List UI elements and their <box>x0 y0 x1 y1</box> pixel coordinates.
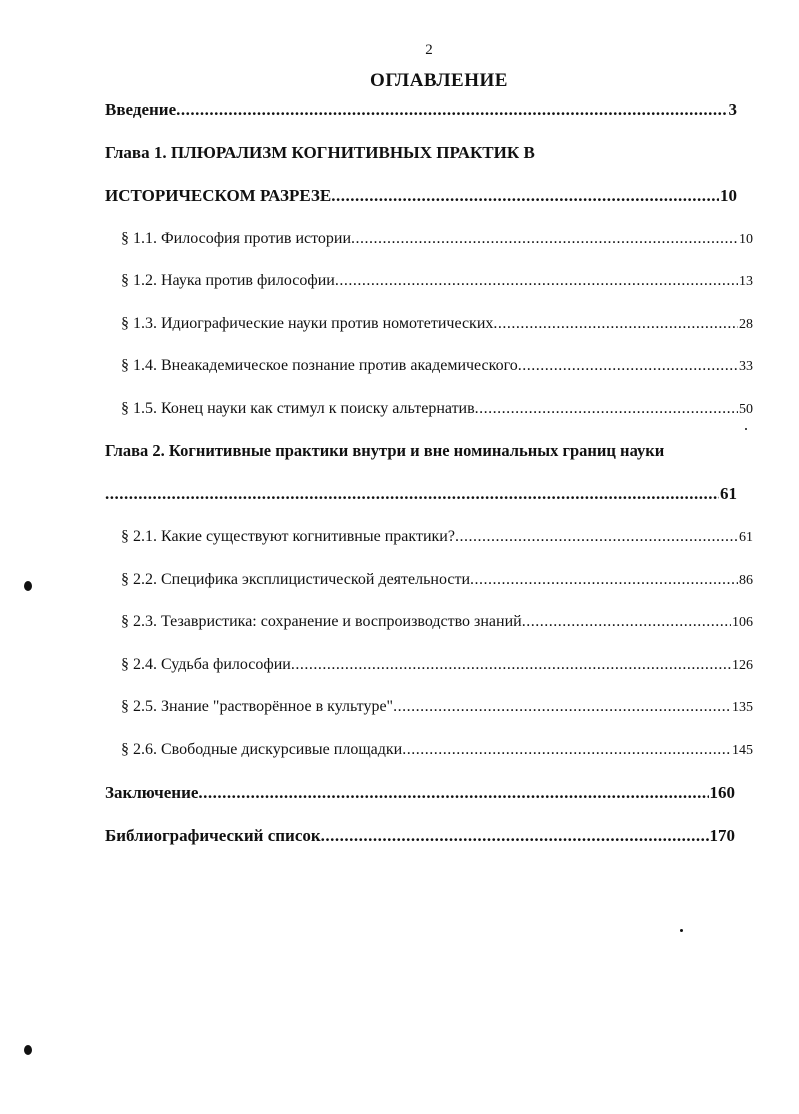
toc-entry-label: § 2.5. Знание "растворённое в культуре" <box>121 698 394 715</box>
toc-entry-section[interactable] <box>121 741 753 759</box>
toc-entry-page: 3 <box>728 100 737 119</box>
toc-entry-page: 13 <box>739 274 753 289</box>
scan-speck <box>745 428 747 430</box>
toc-entry-page: 50 <box>739 402 753 417</box>
toc-entry-page: 28 <box>739 317 753 332</box>
toc-entry-section[interactable] <box>121 400 753 418</box>
leader-dots <box>518 357 738 375</box>
toc-entry-label: § 1.5. Конец науки как стимул к поиску альтернатив <box>121 400 475 417</box>
toc-entry-label: § 1.1. Философия против истории <box>121 230 352 247</box>
toc-entry-chapter-1[interactable] <box>105 186 737 206</box>
toc-entry-bibliography[interactable] <box>105 826 735 846</box>
toc-entry-page: 106 <box>732 615 753 630</box>
leader-dots <box>331 186 719 206</box>
toc-entry-conclusion[interactable] <box>105 783 735 803</box>
chapter-2-title-line-1[interactable]: Глава 2. Когнитивные практики внутри и вне номинальных границ науки <box>105 441 665 460</box>
toc-entry-page: 170 <box>709 826 735 845</box>
leader-dots <box>402 741 731 759</box>
toc-entry-label: § 1.4. Внеакадемическое познание против академического <box>121 357 518 374</box>
toc-entry-label: § 2.3. Тезавристика: сохранение и воспроизводство знаний <box>121 613 522 630</box>
toc-entry-label: Введение <box>105 100 177 119</box>
toc-entry-label: § 2.4. Судьба философии <box>121 656 291 673</box>
scan-speck <box>24 581 32 591</box>
toc-entry-page: 61 <box>739 530 753 545</box>
leader-dots <box>493 315 738 333</box>
leader-dots <box>475 400 738 418</box>
leader-dots <box>393 698 731 716</box>
toc-entry-label: Библиографический список <box>105 826 321 845</box>
leader-dots <box>291 656 731 674</box>
toc-entry-label: § 1.2. Наука против философии <box>121 272 335 289</box>
toc-entry-chapter-2[interactable] <box>105 484 737 504</box>
toc-entry-section[interactable] <box>121 315 753 333</box>
toc-entry-label: Заключение <box>105 783 199 802</box>
toc-entry-section[interactable] <box>121 230 753 248</box>
toc-title: ОГЛАВЛЕНИЕ <box>370 70 508 91</box>
toc-entry-page: 61 <box>720 484 737 503</box>
page-number: 2 <box>425 42 433 58</box>
toc-entry-page: 160 <box>709 783 735 802</box>
toc-entry-section[interactable] <box>121 357 753 375</box>
toc-entry-page: 10 <box>739 232 753 247</box>
leader-dots <box>522 613 731 631</box>
leader-dots <box>335 272 738 290</box>
toc-entry-page: 126 <box>732 658 753 673</box>
scan-speck <box>680 929 683 932</box>
toc-entry-label: ИСТОРИЧЕСКОМ РАЗРЕЗЕ <box>105 186 332 205</box>
scan-speck <box>24 1045 32 1055</box>
leader-dots <box>105 484 719 504</box>
toc-entry-page: 135 <box>732 700 753 715</box>
leader-dots <box>198 783 708 803</box>
toc-entry-page: 145 <box>732 743 753 758</box>
toc-entry-section[interactable] <box>121 571 753 589</box>
toc-entry-page: 33 <box>739 359 753 374</box>
chapter-1-title-line-1[interactable]: Глава 1. ПЛЮРАЛИЗМ КОГНИТИВНЫХ ПРАКТИК В <box>105 143 535 162</box>
toc-entry-label: § 2.2. Специфика эксплицистической деятельности <box>121 571 471 588</box>
toc-entry-page: 10 <box>720 186 737 205</box>
leader-dots <box>176 100 727 120</box>
toc-entry-label: § 1.3. Идиографические науки против номотетических <box>121 315 494 332</box>
toc-entry-section[interactable] <box>121 272 753 290</box>
toc-entry-section[interactable] <box>121 613 753 631</box>
leader-dots <box>455 528 738 546</box>
toc-entry-section[interactable] <box>121 656 753 674</box>
toc-entry-label: § 2.1. Какие существуют когнитивные практики? <box>121 528 455 545</box>
toc-entry-section[interactable] <box>121 698 753 716</box>
leader-dots <box>351 230 738 248</box>
leader-dots <box>470 571 738 589</box>
toc-entry-section[interactable] <box>121 528 753 546</box>
toc-entry-page: 86 <box>739 573 753 588</box>
toc-entry-label: § 2.6. Свободные дискурсивые площадки <box>121 741 403 758</box>
toc-entry-intro[interactable] <box>105 100 737 120</box>
leader-dots <box>321 826 709 846</box>
